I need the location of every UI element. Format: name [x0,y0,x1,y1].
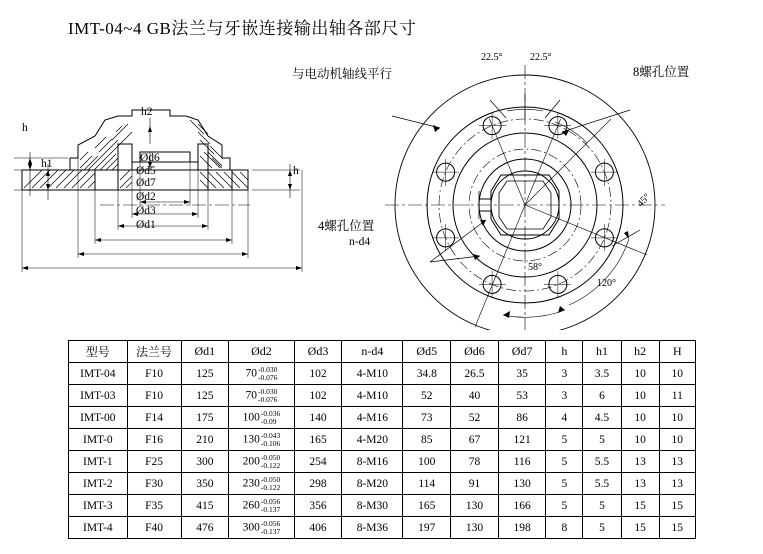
cell-flange: F14 [127,407,181,429]
cell-d7: 166 [498,495,546,517]
cell-nd4: 8-M16 [342,451,403,473]
technical-drawing [0,40,763,330]
page-title: IMT-04~4 GB法兰与牙嵌连接输出轴各部尺寸 [68,19,417,38]
th-model: 型号 [69,341,128,363]
cell-nd4: 4-M16 [342,407,403,429]
cell-nd4: 8-M20 [342,473,403,495]
cell-h2: 15 [621,517,659,539]
dim-d2: Ød2 [136,191,156,203]
cell-d5: 100 [403,451,451,473]
cell-model: IMT-00 [69,407,128,429]
cell-h2: 13 [621,451,659,473]
cell-flange: F10 [127,363,181,385]
cell-d3: 102 [294,363,342,385]
cell-d7: 35 [498,363,546,385]
cell-model: IMT-0 [69,429,128,451]
cell-flange: F10 [127,385,181,407]
cell-d7: 121 [498,429,546,451]
cell-d3: 102 [294,385,342,407]
cell-h1: 5.5 [583,451,621,473]
cell-h: 5 [546,451,583,473]
cell-d5: 73 [403,407,451,429]
cell-d5: 52 [403,385,451,407]
cell-H: 15 [659,517,695,539]
cell-h2: 13 [621,473,659,495]
angle-45: 45° [635,191,653,210]
cell-flange: F35 [127,495,181,517]
drawing-svg [0,40,763,330]
cell-d3: 165 [294,429,342,451]
cell-d2: 70 -0.030 -0.076 [229,363,294,385]
cell-d3: 406 [294,517,342,539]
cell-h2: 10 [621,429,659,451]
cell-model: IMT-1 [69,451,128,473]
cell-d7: 86 [498,407,546,429]
cell-H: 13 [659,451,695,473]
dim-d6: Ød6 [140,152,160,164]
cell-d2: 300 -0.056 -0.137 [229,517,294,539]
cell-d6: 130 [451,495,499,517]
th-h1: h1 [583,341,621,363]
table-row [69,407,696,429]
cell-H: 10 [659,363,695,385]
cell-h1: 5 [583,429,621,451]
th-d6: Ød6 [451,341,499,363]
cell-h1: 5.5 [583,473,621,495]
cell-H: 10 [659,407,695,429]
cell-d6: 91 [451,473,499,495]
table-row [69,473,696,495]
cell-flange: F16 [127,429,181,451]
cell-H: 15 [659,495,695,517]
cell-h2: 10 [621,385,659,407]
dimensions-table-wrap [68,340,696,539]
cell-d3: 254 [294,451,342,473]
angle-22-5-right: 22.5° [530,52,552,63]
cell-h: 5 [546,429,583,451]
cell-h: 3 [546,363,583,385]
cell-flange: F30 [127,473,181,495]
cell-d7: 116 [498,451,546,473]
dim-h-left: h [22,122,28,134]
cell-model: IMT-2 [69,473,128,495]
dim-h-right: h [293,165,299,177]
cell-d6: 78 [451,451,499,473]
annotation-4-holes: 4螺孔位置 [318,219,375,233]
table-row [69,363,696,385]
table-row [69,429,696,451]
th-d3: Ød3 [294,341,342,363]
cell-H: 11 [659,385,695,407]
cell-d5: 114 [403,473,451,495]
table-row [69,385,696,407]
cell-d1: 300 [181,451,229,473]
cell-h2: 15 [621,495,659,517]
cell-d2: 200 -0.050 -0.122 [229,451,294,473]
cell-d3: 298 [294,473,342,495]
cell-d5: 197 [403,517,451,539]
cell-h2: 10 [621,407,659,429]
dim-d5: Ød5 [136,165,156,177]
cell-h1: 3.5 [583,363,621,385]
th-H: H [659,341,695,363]
cell-h: 5 [546,495,583,517]
cell-h1: 6 [583,385,621,407]
cell-d2: 260 -0.056 -0.137 [229,495,294,517]
cell-H: 13 [659,473,695,495]
cell-d2: 230 -0.050 -0.122 [229,473,294,495]
table-body [69,363,696,539]
cell-h1: 5 [583,517,621,539]
cell-d5: 165 [403,495,451,517]
table-row [69,451,696,473]
dimensions-table [68,340,696,539]
cell-d6: 130 [451,517,499,539]
cell-d2: 70 -0.030 -0.076 [229,385,294,407]
dim-d3: Ød3 [136,205,156,217]
th-nd4: n-d4 [342,341,403,363]
cell-nd4: 8-M30 [342,495,403,517]
annotation-n-d4: n-d4 [349,236,371,248]
cell-h: 3 [546,385,583,407]
table-row [69,517,696,539]
cell-flange: F40 [127,517,181,539]
cell-d1: 210 [181,429,229,451]
cell-d6: 26.5 [451,363,499,385]
cell-d6: 67 [451,429,499,451]
cell-h: 5 [546,473,583,495]
angle-22-5-left: 22.5° [481,52,503,63]
cell-d1: 350 [181,473,229,495]
cell-nd4: 8-M36 [342,517,403,539]
cell-d1: 175 [181,407,229,429]
cell-h: 8 [546,517,583,539]
cell-H: 10 [659,429,695,451]
dim-h1: h1 [41,158,53,170]
th-d1: Ød1 [181,341,229,363]
dim-h2: h2 [141,106,153,118]
table-header-row [69,341,696,363]
cell-d5: 34.8 [403,363,451,385]
cell-h1: 5 [583,495,621,517]
cell-h1: 4.5 [583,407,621,429]
th-flange: 法兰号 [127,341,181,363]
cell-d7: 53 [498,385,546,407]
annotation-8-holes: 8螺孔位置 [633,65,690,79]
annotation-parallel-note: 与电动机轴线平行 [292,67,393,81]
cell-d2: 130 -0.043 -0.106 [229,429,294,451]
cell-flange: F25 [127,451,181,473]
cell-d6: 40 [451,385,499,407]
cell-d5: 85 [403,429,451,451]
cell-d7: 198 [498,517,546,539]
cell-h: 4 [546,407,583,429]
cell-model: IMT-4 [69,517,128,539]
dim-d7: Ød7 [136,177,156,189]
th-h: h [546,341,583,363]
cell-nd4: 4-M20 [342,429,403,451]
cell-nd4: 4-M10 [342,363,403,385]
cell-model: IMT-04 [69,363,128,385]
cell-d6: 52 [451,407,499,429]
th-d5: Ød5 [403,341,451,363]
cell-nd4: 4-M10 [342,385,403,407]
th-h2: h2 [621,341,659,363]
cell-d3: 356 [294,495,342,517]
cell-d1: 125 [181,363,229,385]
cell-model: IMT-03 [69,385,128,407]
angle-58: 58° [528,262,542,273]
angle-120: 120° [597,278,616,289]
cell-d2: 100 -0.036 -0.09 [229,407,294,429]
cell-d7: 130 [498,473,546,495]
th-d7: Ød7 [498,341,546,363]
cell-h2: 10 [621,363,659,385]
cell-d1: 415 [181,495,229,517]
table-row [69,495,696,517]
cell-d1: 476 [181,517,229,539]
cell-d3: 140 [294,407,342,429]
cell-model: IMT-3 [69,495,128,517]
cell-d1: 125 [181,385,229,407]
th-d2: Ød2 [229,341,294,363]
dim-d1: Ød1 [136,219,156,231]
